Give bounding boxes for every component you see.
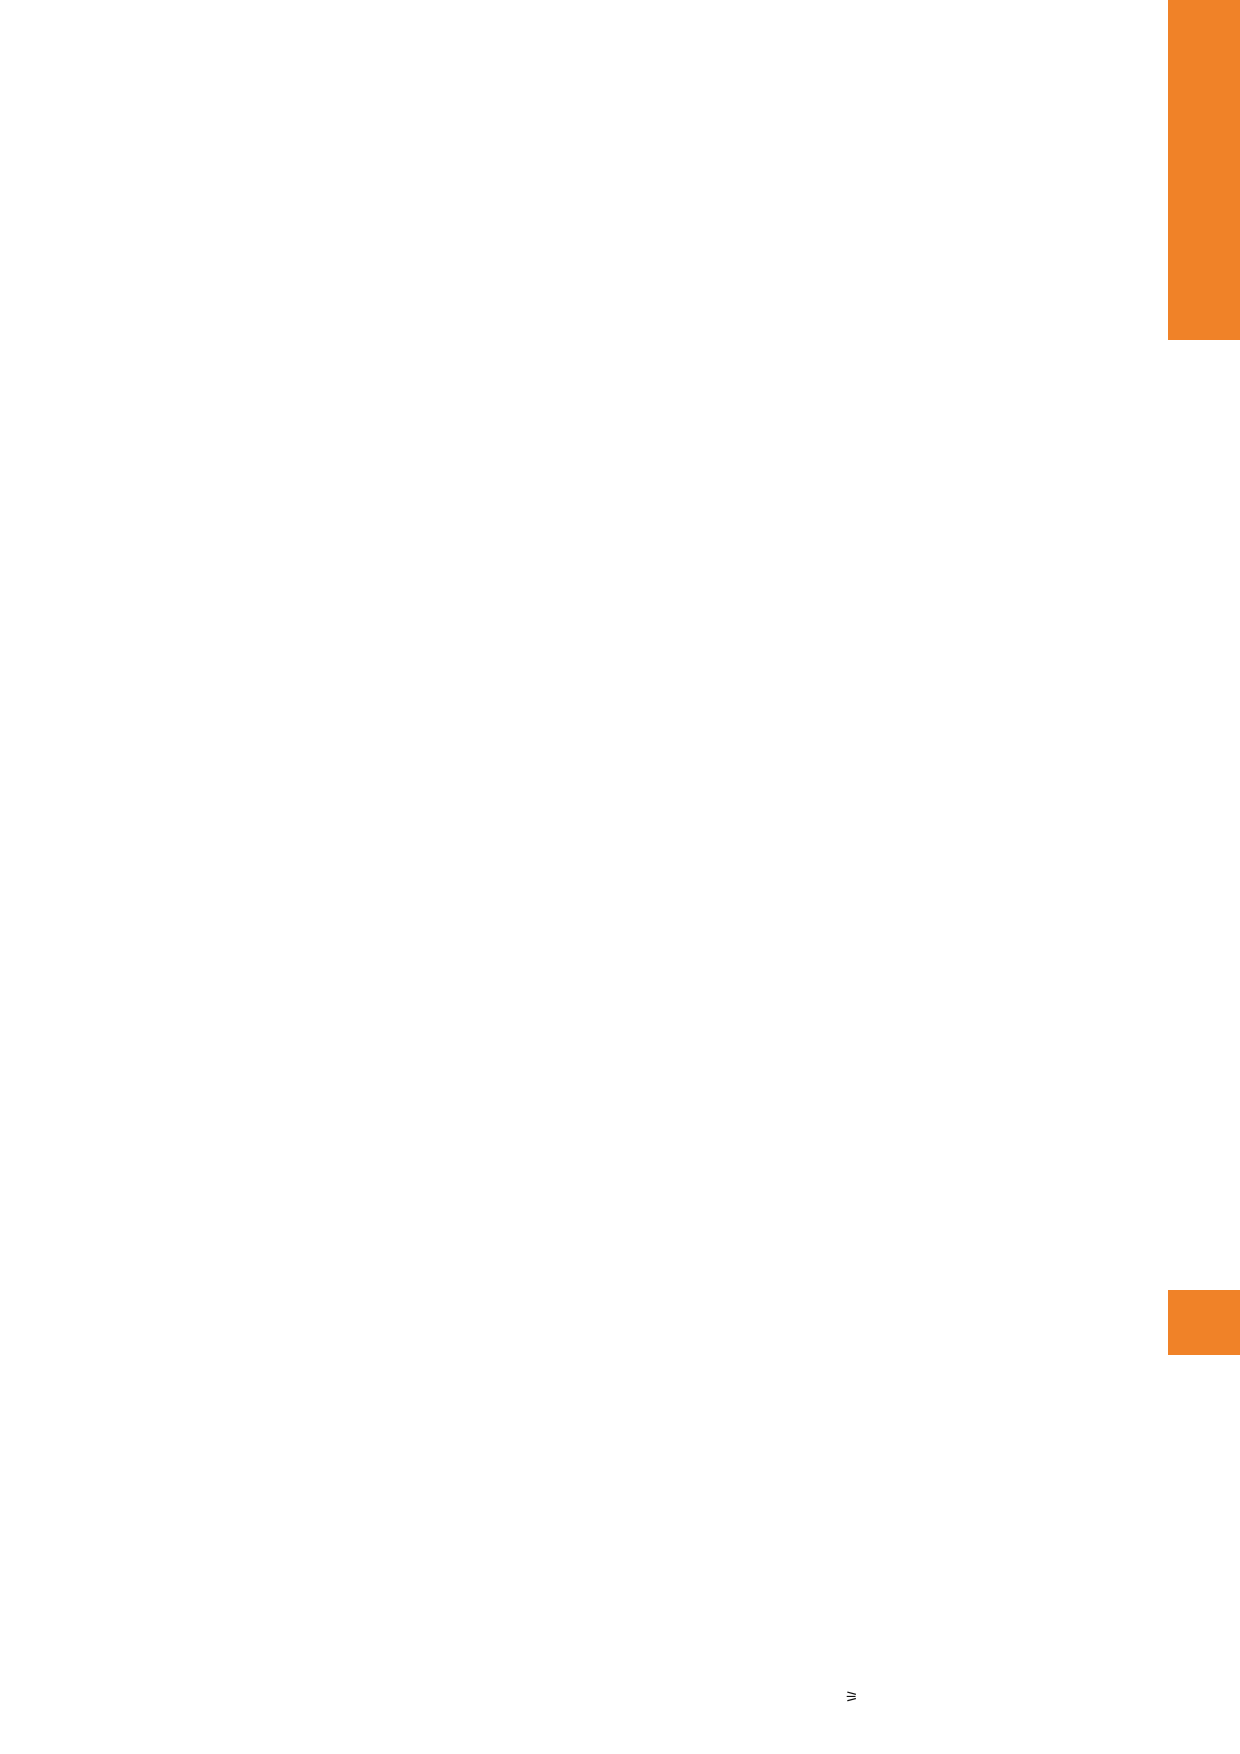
section-letter-tab (1168, 1290, 1240, 1355)
brand-logo (845, 1688, 858, 1706)
section-side-tab (1168, 0, 1240, 340)
logo-icon: ⚞ (845, 1688, 859, 1706)
